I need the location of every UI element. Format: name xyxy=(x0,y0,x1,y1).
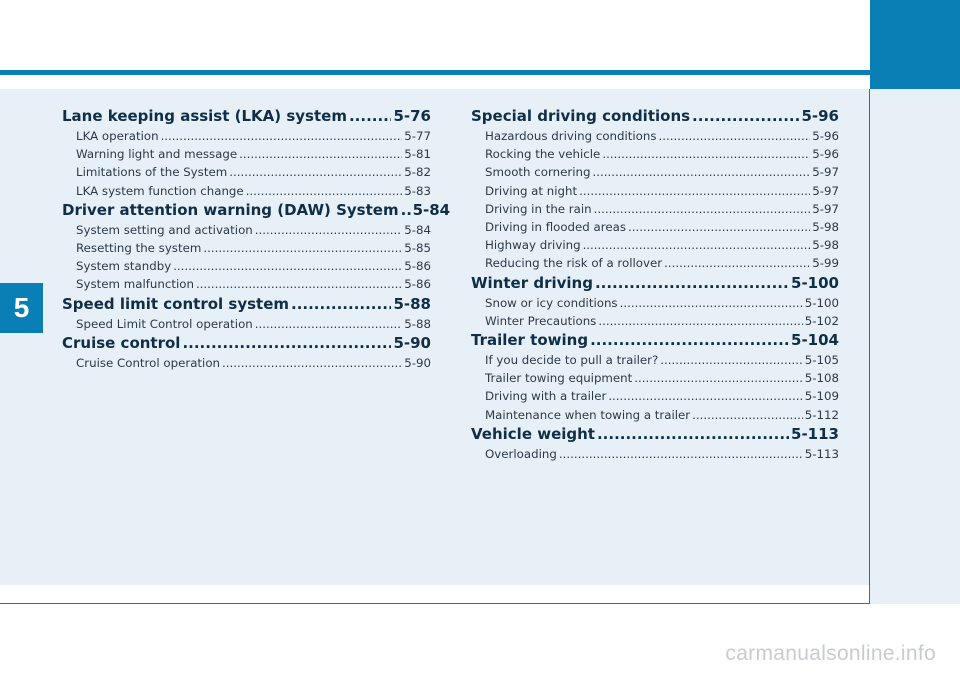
toc-section-page: 5-100 xyxy=(791,273,839,292)
toc-section-title: Cruise control xyxy=(62,333,181,352)
vertical-rule xyxy=(869,89,870,604)
dot-leader xyxy=(559,445,803,463)
toc-entry-title: Winter Precautions xyxy=(485,313,597,328)
toc-section-title: Winter driving xyxy=(471,273,593,292)
toc-section-page: 5-76 xyxy=(393,107,431,125)
toc-entry-page: 5-85 xyxy=(404,241,431,256)
dot-leader xyxy=(173,257,402,275)
top-rule xyxy=(0,70,870,75)
toc-entry[interactable] xyxy=(62,257,431,275)
toc-entry-title: LKA system function change xyxy=(76,183,244,198)
dot-leader xyxy=(255,315,402,333)
toc-entry-title: Limitations of the System xyxy=(76,165,228,180)
dot-leader xyxy=(182,333,391,354)
toc-entry-title: Resetting the system xyxy=(76,241,202,256)
toc-section-title: Speed limit control system xyxy=(62,294,290,313)
toc-section-page: 5-96 xyxy=(801,107,839,125)
toc-entry-title: Reducing the risk of a rollover xyxy=(485,256,663,271)
toc-entry-page: 5-100 xyxy=(804,295,839,310)
dot-leader xyxy=(246,182,403,200)
chapter-tab[interactable]: 5 xyxy=(0,283,43,333)
dot-leader xyxy=(222,354,402,372)
toc-section-heading[interactable] xyxy=(62,294,431,315)
toc-section-title: Special driving conditions xyxy=(471,107,691,125)
toc-entry-page: 5-98 xyxy=(812,238,839,253)
toc-section-heading[interactable] xyxy=(471,424,839,445)
toc-entry[interactable] xyxy=(471,218,839,236)
toc-entry-page: 5-77 xyxy=(404,129,431,143)
toc-section-page: 5-90 xyxy=(393,333,431,352)
watermark: carmanualsonline.info xyxy=(725,642,936,665)
toc-entry-page: 5-98 xyxy=(812,220,839,235)
dot-leader xyxy=(349,106,391,127)
toc-entry[interactable] xyxy=(62,182,431,200)
toc-entry[interactable] xyxy=(471,369,839,387)
toc-entry[interactable] xyxy=(471,163,839,181)
toc-entry-title: Overloading xyxy=(485,446,557,461)
dot-leader xyxy=(255,221,402,239)
toc-entry-title: Trailer towing equipment xyxy=(485,371,633,386)
toc-entry[interactable] xyxy=(471,387,839,405)
toc-entry-page: 5-81 xyxy=(404,147,431,162)
toc-entry[interactable] xyxy=(471,445,839,463)
toc-entry[interactable] xyxy=(471,236,839,254)
toc-entry[interactable] xyxy=(62,127,431,145)
toc-entry[interactable] xyxy=(62,221,431,239)
toc-entry-page: 5-113 xyxy=(804,446,839,461)
toc-entry[interactable] xyxy=(471,182,839,200)
toc-entry-page: 5-83 xyxy=(404,183,431,198)
toc-entry-page: 5-84 xyxy=(404,222,431,237)
dot-leader xyxy=(692,406,803,424)
toc-entry-page: 5-112 xyxy=(804,407,839,422)
toc-entry-title: System standby xyxy=(76,259,172,274)
toc-entry-title: Driving in the rain xyxy=(485,201,592,216)
toc-entry[interactable] xyxy=(62,163,431,181)
dot-leader xyxy=(229,163,402,181)
toc-entry-title: Rocking the vehicle xyxy=(485,147,601,162)
toc-entry[interactable] xyxy=(471,351,839,369)
toc-section-heading[interactable] xyxy=(471,330,839,351)
toc-entry[interactable] xyxy=(62,239,431,257)
toc-section-heading[interactable] xyxy=(471,106,839,127)
toc-entry-page: 5-102 xyxy=(804,313,839,328)
toc-entry[interactable] xyxy=(62,145,431,163)
toc-entry-title: Driving in flooded areas xyxy=(485,220,626,235)
toc-section-page: 5-88 xyxy=(393,294,431,313)
toc-entry-page: 5-99 xyxy=(812,256,839,271)
dot-leader xyxy=(594,200,811,218)
toc-entry-page: 5-97 xyxy=(812,183,839,198)
toc-entry[interactable] xyxy=(471,406,839,424)
toc-entry-title: Smooth cornering xyxy=(485,165,591,180)
toc-entry-title: Driving at night xyxy=(485,183,578,198)
dot-leader xyxy=(659,127,811,145)
toc-entry-page: 5-86 xyxy=(404,277,431,292)
toc-entry[interactable] xyxy=(471,254,839,272)
toc-entry-page: 5-96 xyxy=(812,147,839,162)
toc-column-right xyxy=(471,106,839,463)
toc-entry-page: 5-82 xyxy=(404,165,431,180)
toc-entry-title: If you decide to pull a trailer? xyxy=(485,353,659,368)
toc-entry[interactable] xyxy=(62,354,431,372)
dot-leader xyxy=(592,163,810,181)
toc-entry[interactable] xyxy=(471,312,839,330)
dot-leader xyxy=(583,236,811,254)
toc-entry[interactable] xyxy=(471,127,839,145)
toc-entry[interactable] xyxy=(471,200,839,218)
toc-entry-title: Maintenance when towing a trailer xyxy=(485,407,691,422)
toc-entry-page: 5-86 xyxy=(404,259,431,274)
toc-entry-page: 5-88 xyxy=(404,316,431,331)
toc-section-page: 5-84 xyxy=(412,200,451,219)
toc-entry[interactable] xyxy=(62,315,431,333)
toc-section-heading[interactable] xyxy=(62,106,431,127)
dot-leader xyxy=(602,145,810,163)
toc-entry-title: Cruise Control operation xyxy=(76,355,221,370)
dot-leader xyxy=(579,182,810,200)
toc-entry-page: 5-109 xyxy=(804,389,839,404)
dot-leader xyxy=(595,273,789,294)
toc-entry[interactable] xyxy=(62,275,431,293)
toc-entry-page: 5-105 xyxy=(804,353,839,368)
toc-section-title: Vehicle weight xyxy=(471,424,595,443)
toc-entry-title: System malfunction xyxy=(76,277,194,292)
dot-leader xyxy=(628,218,810,236)
toc-entry[interactable] xyxy=(471,294,839,312)
toc-entry-title: System setting and activation xyxy=(76,222,253,237)
toc-entry-page: 5-97 xyxy=(812,201,839,216)
toc-section-title: Trailer towing xyxy=(471,331,589,350)
toc-entry-title: Driving with a trailer xyxy=(485,389,607,404)
toc-entry-title: Hazardous driving conditions xyxy=(485,129,657,143)
toc-entry-title: LKA operation xyxy=(76,129,159,143)
corner-block xyxy=(870,0,960,89)
toc-section-page: 5-113 xyxy=(791,424,839,443)
right-margin-strip xyxy=(870,0,960,604)
toc-entry-title: Snow or icy conditions xyxy=(485,295,618,310)
dot-leader xyxy=(598,312,802,330)
toc-entry-page: 5-96 xyxy=(812,129,839,143)
dot-leader xyxy=(401,200,411,221)
dot-leader xyxy=(660,351,802,369)
dot-leader xyxy=(239,145,402,163)
dot-leader xyxy=(196,275,402,293)
dot-leader xyxy=(161,127,403,145)
toc-entry-title: Highway driving xyxy=(485,238,581,253)
dot-leader xyxy=(590,330,789,351)
toc-section-heading[interactable] xyxy=(471,273,839,294)
toc-entry-title: Speed Limit Control operation xyxy=(76,316,253,331)
dot-leader xyxy=(597,424,789,445)
toc-section-title: Driver attention warning (DAW) System xyxy=(62,200,399,219)
toc-entry-page: 5-90 xyxy=(404,355,431,370)
dot-leader xyxy=(291,294,391,315)
dot-leader xyxy=(608,387,802,405)
dot-leader xyxy=(620,294,803,312)
toc-entry-title: Warning light and message xyxy=(76,147,238,162)
toc-column-left xyxy=(62,106,451,372)
dot-leader xyxy=(634,369,802,387)
toc-section-heading[interactable] xyxy=(62,200,451,221)
toc-section-title: Lane keeping assist (LKA) system xyxy=(62,107,347,125)
dot-leader xyxy=(664,254,810,272)
bottom-rule xyxy=(0,603,870,604)
toc-entry-page: 5-108 xyxy=(804,371,839,386)
dot-leader xyxy=(692,106,799,127)
dot-leader xyxy=(203,239,402,257)
toc-section-page: 5-104 xyxy=(791,331,839,350)
toc-entry[interactable] xyxy=(471,145,839,163)
toc-section-heading[interactable] xyxy=(62,333,431,354)
toc-entry-page: 5-97 xyxy=(812,165,839,180)
